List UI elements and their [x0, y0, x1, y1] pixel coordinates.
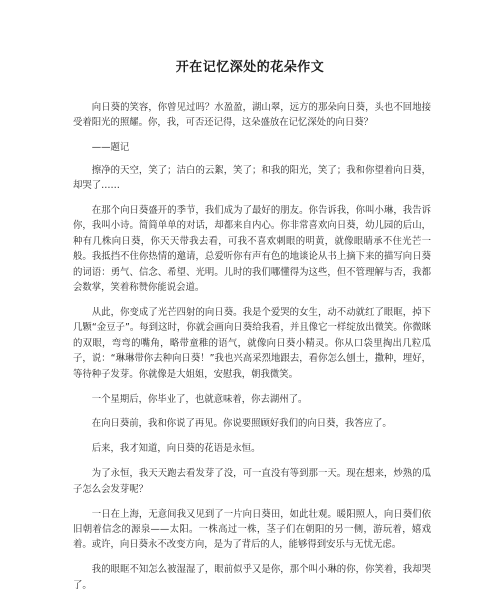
paragraph: 在向日葵前，我和你说了再见。你说要照顾好我们的向日葵，我答应了。 [91, 418, 392, 430]
paragraph: 一个星期后，你毕业了，也就意味着，你去湖州了。 [91, 393, 308, 405]
paragraph: 擦净的天空，笑了；洁白的云絮，笑了；和我的阳光，笑了；我和你望着向日葵，却哭了…… [73, 164, 431, 192]
paragraph: 为了永恒，我天天跑去看发芽了没，可一直没有等到那一天。现在想来，炒熟的瓜子怎么会发芽呢？ [73, 468, 431, 495]
paragraph-intro: 向日葵的笑容，你曾见过吗？水盈盈，湖山翠，远方的那朵向日葵，头也不回地接受着阳光的照耀。你，我，可否还记得，这朵盛放在记忆深处的向日葵？ [73, 102, 431, 129]
page-title: 开在记忆深处的花朵作文 [175, 60, 325, 75]
paragraph: 后来，我才知道，向日葵的花语是永恒。 [91, 443, 261, 455]
article-body [73, 100, 431, 603]
paragraph: 从此，你变成了光芒四射的向日葵。我是个爱哭的女生，动不动就红了眼眶，掉下几颗“金豆子”。每到这时，你就会画向日葵给我看，并且像它一样绽放出微笑。你微眯的双眼，弯弯的嘴角，略带童稚的语气，就像向日葵小精灵。你从口袋里掏出几粒瓜子，说：“琳琳带你去种向日葵！”我也兴高采烈地跟去，看你怎么刨土，撒种，埋好，等待种子发芽。你就像是大姐姐，安慰我，朝我微笑。 [73, 306, 431, 380]
paragraph: 在那个向日葵盛开的季节，我们成为了最好的朋友。你告诉我，你叫小琳，我告诉你，我叫小诗。简简单单的对话，却都来自内心。你非常喜欢向日葵，幼儿园的后山，种有几株向日葵，你天天带我去看，可我不喜欢刺眼的明黄，就像眼睛承不住光芒一般。我抵挡不住你热情的邀请，总爱听你有声有色的地谈论从书上摘下来的描写向日葵的词语：勇气、信念、希望、光明。儿时的我们哪懂得为这些，但不管理解与否，我都会数掌，笑着称赞你能说会道。 [73, 205, 431, 294]
paragraph: 我的眼眶不知怎么被湿湿了，眼前似乎又是你，那个叫小琳的你，你笑着，我却哭了。 [73, 564, 431, 591]
paragraph-epigraph-signature: ——题记 [91, 142, 130, 154]
paragraph: 一日在上海，无意间我又见到了一片向日葵田，如此壮观。暖阳照人，向日葵们依旧朝着信念的源泉——太阳。一株高过一株，茎子们在朝阳的另一侧，游玩着，嬉戏着。或许，向日葵永不改变方向，是为了背后的人，能够得到安乐与无忧无虑。 [73, 508, 431, 551]
